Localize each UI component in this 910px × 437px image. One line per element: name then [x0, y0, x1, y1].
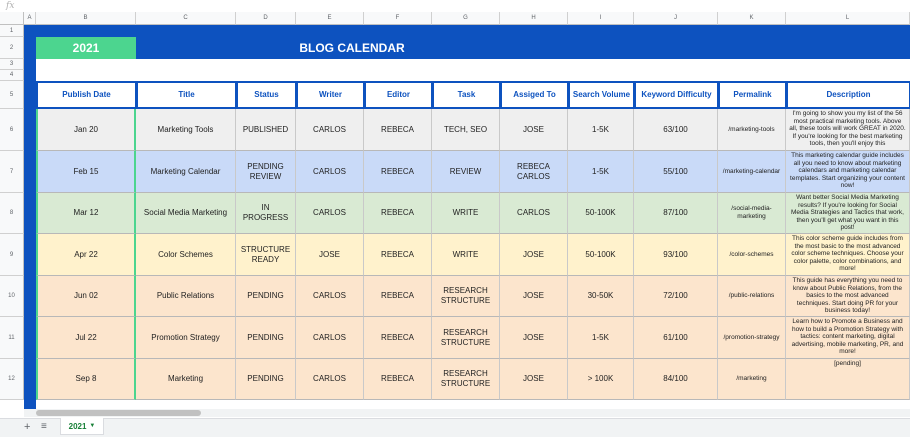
cell-assigned[interactable]: CARLOS [500, 193, 568, 234]
cell-status[interactable]: PENDING [236, 276, 296, 317]
cell-volume[interactable]: 1-5K [568, 109, 634, 151]
cell-task[interactable]: RESEARCH STRUCTURE [432, 359, 500, 400]
cell-title[interactable]: Marketing Tools [136, 109, 236, 151]
column-header-d[interactable]: D [236, 12, 296, 25]
cell-description[interactable]: I'm going to show you my list of the 56 most practical marketing tools. Above all, these tools will work GREAT in 2020. If you're looking for the best marketing tools, then you'll enjoy this [786, 109, 910, 151]
calendar-title[interactable]: BLOG CALENDAR [299, 41, 405, 55]
row-header-7[interactable]: 7 [0, 151, 24, 193]
column-header-b[interactable]: B [36, 12, 136, 25]
cell-title[interactable]: Marketing [136, 359, 236, 400]
cell-difficulty[interactable]: 93/100 [634, 234, 718, 276]
row-header-6[interactable]: 6 [0, 109, 24, 151]
year-cell[interactable]: 2021 [36, 37, 136, 59]
cell-date[interactable]: Jul 22 [36, 317, 136, 359]
cell-date[interactable]: Mar 12 [36, 193, 136, 234]
cell-writer[interactable]: CARLOS [296, 276, 364, 317]
cell-description[interactable]: This color scheme guide includes from the most basic to the most advanced color scheme techniques. Choose your color palette, color combinations, and more! [786, 234, 910, 276]
cell-permalink[interactable]: /color-schemes [718, 234, 786, 276]
cell-difficulty[interactable]: 87/100 [634, 193, 718, 234]
cell-task[interactable]: RESEARCH STRUCTURE [432, 317, 500, 359]
row-header-3[interactable]: 3 [0, 59, 24, 70]
column-title-editor[interactable]: Editor [364, 81, 432, 109]
column-header-e[interactable]: E [296, 12, 364, 25]
cell-permalink[interactable]: /public-relations [718, 276, 786, 317]
cell-difficulty[interactable]: 72/100 [634, 276, 718, 317]
column-title-permalink[interactable]: Permalink [718, 81, 786, 109]
cell-title[interactable]: Public Relations [136, 276, 236, 317]
cell-volume[interactable]: 1-5K [568, 317, 634, 359]
column-title-publish-date[interactable]: Publish Date [36, 81, 136, 109]
row-header-5[interactable]: 5 [0, 81, 24, 109]
cell-status[interactable]: STRUCTURE READY [236, 234, 296, 276]
all-sheets-icon[interactable]: ≡ [41, 421, 47, 432]
column-title-task[interactable]: Task [432, 81, 500, 109]
empty-row[interactable] [36, 59, 910, 82]
row-header-11[interactable]: 11 [0, 317, 24, 359]
column-header-g[interactable]: G [432, 12, 500, 25]
cell-date[interactable]: Jan 20 [36, 109, 136, 151]
cell-description[interactable]: This guide has everything you need to know about Public Relations, from the basics to the most advanced techniques. Start doing PR for your business today! [786, 276, 910, 317]
cell-date[interactable]: Sep 8 [36, 359, 136, 400]
cell-description[interactable]: [pending] [786, 359, 910, 400]
sheet-tab-2021[interactable] [60, 418, 104, 435]
cell-title[interactable]: Color Schemes [136, 234, 236, 276]
cell-date[interactable]: Apr 22 [36, 234, 136, 276]
cell-editor[interactable]: REBECA [364, 193, 432, 234]
column-title-description[interactable]: Description [786, 81, 910, 109]
cell-writer[interactable]: CARLOS [296, 151, 364, 193]
cell-status[interactable]: PENDING REVIEW [236, 151, 296, 193]
cell-status[interactable]: PENDING [236, 317, 296, 359]
cell-editor[interactable]: REBECA [364, 317, 432, 359]
cell-assigned[interactable]: JOSE [500, 109, 568, 151]
column-title-title[interactable]: Title [136, 81, 236, 109]
cell-difficulty[interactable]: 84/100 [634, 359, 718, 400]
cell-editor[interactable]: REBECA [364, 359, 432, 400]
cell-task[interactable]: RESEARCH STRUCTURE [432, 276, 500, 317]
cell-volume[interactable]: 1-5K [568, 151, 634, 193]
left-color-stripe [24, 25, 36, 409]
column-header-c[interactable]: C [136, 12, 236, 25]
cell-title[interactable]: Promotion Strategy [136, 317, 236, 359]
cell-permalink[interactable]: /marketing [718, 359, 786, 400]
sheet-tabs-bar [0, 418, 910, 437]
cell-date[interactable]: Jun 02 [36, 276, 136, 317]
cell-writer[interactable]: CARLOS [296, 109, 364, 151]
column-header-k[interactable]: K [718, 12, 786, 25]
cell-writer[interactable]: CARLOS [296, 359, 364, 400]
cell-assigned[interactable]: JOSE [500, 317, 568, 359]
add-sheet-icon[interactable]: + [24, 421, 31, 433]
cell-assigned[interactable]: JOSE [500, 276, 568, 317]
cell-description[interactable]: Learn how to Promote a Business and how to build a Promotion Strategy with tactics: content marketing, digital advertising, mobile marketing, PR, and more! [786, 317, 910, 359]
column-title-status[interactable]: Status [236, 81, 296, 109]
cell-writer[interactable]: CARLOS [296, 193, 364, 234]
cell-description[interactable]: This marketing calendar guide includes all you need to know about marketing calendars and marketing calendar templates. Start organizing your content now! [786, 151, 910, 193]
column-title-keyword-difficulty[interactable]: Keyword Difficulty [634, 81, 718, 109]
column-header-a[interactable]: A [24, 12, 36, 25]
cell-task[interactable]: WRITE [432, 193, 500, 234]
column-header-i[interactable]: I [568, 12, 634, 25]
cell-volume[interactable]: 50-100K [568, 234, 634, 276]
column-header-h[interactable]: H [500, 12, 568, 25]
cell-title[interactable]: Marketing Calendar [136, 151, 236, 193]
cell-assigned[interactable]: JOSE [500, 234, 568, 276]
cell-assigned[interactable]: JOSE [500, 359, 568, 400]
empty-row-bottom[interactable] [36, 400, 910, 409]
column-header-l[interactable]: L [786, 12, 910, 25]
cell-editor[interactable]: REBECA [364, 276, 432, 317]
row-header-10[interactable]: 10 [0, 276, 24, 317]
cell-difficulty[interactable]: 63/100 [634, 109, 718, 151]
cell-volume[interactable]: > 100K [568, 359, 634, 400]
column-header-j[interactable]: J [634, 12, 718, 25]
cell-description[interactable]: Want better Social Media Marketing results? If you're looking for Social Media Strategies and Tactics that work, then you'll get what you want in this post! [786, 193, 910, 234]
column-title-search-volume[interactable]: Search Volume [568, 81, 634, 109]
row-header-12[interactable]: 12 [0, 359, 24, 400]
cell-title[interactable]: Social Media Marketing [136, 193, 236, 234]
row-header-8[interactable]: 8 [0, 193, 24, 234]
cell-writer[interactable]: JOSE [296, 234, 364, 276]
row-header-1[interactable]: 1 [0, 25, 24, 37]
cell-permalink[interactable]: /promotion-strategy [718, 317, 786, 359]
select-all-corner[interactable] [0, 12, 24, 25]
cell-volume[interactable]: 30-50K [568, 276, 634, 317]
cell-status[interactable]: IN PROGRESS [236, 193, 296, 234]
cell-permalink[interactable]: /marketing-calendar [718, 151, 786, 193]
cell-assigned[interactable]: REBECA CARLOS [500, 151, 568, 193]
column-title-writer[interactable]: Writer [296, 81, 364, 109]
cell-status[interactable]: PENDING [236, 359, 296, 400]
cell-writer[interactable]: CARLOS [296, 317, 364, 359]
cell-status[interactable]: PUBLISHED [236, 109, 296, 151]
cell-permalink[interactable]: /social-media-marketing [718, 193, 786, 234]
row-header-4[interactable]: 4 [0, 70, 24, 81]
cell-task[interactable]: WRITE [432, 234, 500, 276]
cell-task[interactable]: TECH, SEO [432, 109, 500, 151]
cell-editor[interactable]: REBECA [364, 151, 432, 193]
scrollbar-thumb[interactable] [36, 410, 201, 416]
column-header-f[interactable]: F [364, 12, 432, 25]
cell-difficulty[interactable]: 55/100 [634, 151, 718, 193]
cell-volume[interactable]: 50-100K [568, 193, 634, 234]
cell-editor[interactable]: REBECA [364, 109, 432, 151]
chevron-down-icon[interactable]: ▼ [89, 423, 96, 429]
column-title-assiged-to[interactable]: Assiged To [500, 81, 568, 109]
cell-date[interactable]: Feb 15 [36, 151, 136, 193]
cell-task[interactable]: REVIEW [432, 151, 500, 193]
row-header-9[interactable]: 9 [0, 234, 24, 276]
fx-icon: fx [6, 1, 15, 11]
sheet-tab-label: 2021 [68, 421, 87, 431]
row-header-2[interactable]: 2 [0, 37, 24, 59]
cell-editor[interactable]: REBECA [364, 234, 432, 276]
cell-difficulty[interactable]: 61/100 [634, 317, 718, 359]
cell-permalink[interactable]: /marketing-tools [718, 109, 786, 151]
